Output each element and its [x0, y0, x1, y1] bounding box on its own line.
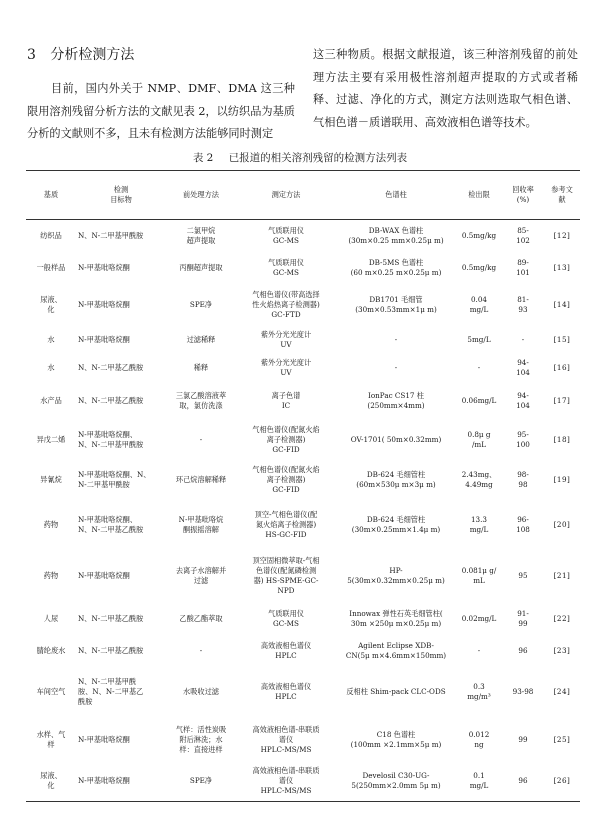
cell-col-lod: 2.43mg、 4.49mg	[461, 469, 497, 489]
table-row	[26, 284, 580, 326]
table-row	[26, 252, 580, 284]
table-row	[26, 382, 580, 420]
cell-col-method: 气相色谱仪(带高选择 性火焰热离子检测器) GC-FTD	[252, 289, 320, 319]
section-heading	[27, 44, 134, 64]
cell-col-column: Innowax 弹性石英毛细管柱( 30m ×250μ m×0.25μ m)	[349, 608, 443, 628]
cell-col-method: 气质联用仪 GC-MS	[268, 257, 304, 277]
cell-col-lod: -	[477, 645, 481, 655]
table-row	[26, 550, 580, 602]
table-row	[26, 420, 580, 460]
cell-col-matrix: 异氰烷	[40, 474, 62, 484]
cell-col-target: N、N-二甲基乙酰胺	[78, 362, 144, 372]
cell-col-target: N、N-二甲基乙酰胺	[78, 395, 144, 405]
cell-col-target: N-甲基吡咯烷酮	[78, 262, 130, 272]
cell-col-target: N、N-二甲基甲酰胺	[78, 230, 144, 240]
table-caption	[0, 150, 600, 165]
cell-col-recovery: 94- 104	[516, 390, 530, 410]
cell-col-pretreatment: 水吸收过滤	[183, 686, 219, 696]
table-row	[26, 718, 580, 762]
cell-col-target: N、N-二甲基乙酰胺	[78, 645, 144, 655]
cell-col-matrix: 尿液、 化	[40, 294, 62, 314]
cell-col-lod: 5mg/L	[467, 334, 491, 344]
cell-col-column: HP- 5(30m×0.32mm×0.25μ m)	[347, 565, 445, 585]
cell-col-target: N-甲基吡咯烷酮、 N、N-二甲基甲酰胺	[78, 429, 144, 449]
methods-table	[26, 170, 580, 802]
cell-col-reference: [22]	[553, 613, 571, 623]
cell-col-reference: [13]	[553, 262, 571, 272]
cell-col-lod: -	[477, 362, 481, 372]
cell-col-recovery: 93-98	[512, 686, 534, 696]
cell-col-lod: 0.02mg/L	[461, 613, 497, 623]
cell-col-matrix: 水样、气 样	[36, 729, 66, 749]
cell-col-reference: [23]	[553, 645, 571, 655]
cell-col-method: 高效液相色谱仪 HPLC	[260, 681, 312, 701]
table-caption-label: 表 2	[192, 152, 214, 164]
cell-col-column: -	[394, 334, 398, 344]
header-col-method: 测定方法	[271, 190, 301, 199]
cell-col-lod: 0.5mg/kg	[461, 262, 497, 272]
cell-col-recovery: 99	[518, 734, 528, 744]
cell-col-method: 离子色谱 IC	[271, 390, 301, 410]
cell-col-pretreatment: 气样：活性炭吸 附后淋洗；水 样：直接进样	[175, 724, 227, 754]
cell-col-lod: 0.06mg/L	[461, 395, 497, 405]
cell-col-matrix: 尿液、 化	[40, 771, 62, 791]
body-paragraph-left: 目前，国内外关于 NMP、DMF、DMA 这三种限用溶剂残留分析方法的文献见表 2，以纺织品为基质分析的文献则不多，且未有检测方法能够同时测定	[27, 82, 295, 140]
cell-col-target: N-甲基吡咯烷酮	[78, 734, 130, 744]
cell-col-recovery: 96	[518, 645, 528, 655]
cell-col-target: N-甲基吡咯烷酮	[78, 334, 130, 344]
cell-col-column: C18 色谱柱 (100mm ×2.1mm×5μ m)	[350, 729, 442, 749]
cell-col-matrix: 水产品	[40, 395, 62, 405]
cell-col-column: -	[394, 362, 398, 372]
cell-col-column: DB1701 毛细管 (30m×0.53mm×1μ m)	[355, 294, 437, 314]
cell-col-lod: 0.04 mg/L	[469, 294, 489, 314]
cell-col-column: DB-624 毛细管柱 (60m×530μ m×3μ m)	[356, 469, 436, 489]
cell-col-reference: [17]	[553, 395, 571, 405]
header-col-recovery: 回收率 (%)	[512, 185, 534, 204]
cell-col-reference: [24]	[553, 686, 571, 696]
cell-col-lod: 0.3 mg/m³	[467, 681, 491, 701]
table-row	[26, 500, 580, 550]
cell-col-recovery: 95	[518, 570, 528, 580]
cell-col-target: N-甲基吡咯烷酮、 N、N-二甲基乙酰胺	[78, 514, 144, 534]
body-paragraph-right: 这三种物质。根据文献报道，该三种溶剂残留的前处理方法主要有采用极性溶剂超声提取的方式或者稀释、过滤、净化的方式，测定方法则选取气相色谱、气相色谱－质谱联用、高效液相色谱等技术。	[313, 48, 578, 129]
cell-col-pretreatment: N-甲基吡咯烷 酮振摇溶解	[178, 514, 224, 534]
cell-col-column: DB-WAX 色谱柱 (30m×0.25 mm×0.25μ m)	[348, 225, 444, 245]
table-caption-text: 已报道的相关溶剂残留的检测方法列表	[228, 152, 408, 164]
cell-col-lod: 0.1 mg/L	[469, 771, 489, 791]
cell-col-pretreatment: -	[199, 434, 203, 444]
cell-col-method: 气相色谱仪(配氮火焰 离子检测器) GC-FID	[252, 424, 320, 454]
cell-col-pretreatment: 稀释	[193, 362, 209, 372]
cell-col-matrix: 异戊二烯	[36, 434, 66, 444]
header-col-pretreatment: 前处理方法	[183, 190, 219, 199]
cell-col-pretreatment: SPE净	[189, 299, 213, 309]
table-body	[26, 220, 580, 802]
cell-col-target: N、N-二甲基乙酰胺	[78, 613, 144, 623]
cell-col-column: DB-624 毛细管柱 (30m×0.25mm×1.4μ m)	[351, 514, 441, 534]
cell-col-matrix: 水	[47, 362, 55, 372]
cell-col-matrix: 水	[47, 334, 55, 344]
cell-col-recovery: 81- 93	[517, 294, 529, 314]
table-row	[26, 326, 580, 354]
cell-col-matrix: 药物	[43, 570, 59, 580]
cell-col-target: N、N-二甲基甲酰 胺、N、N-二甲基乙 酰胺	[78, 676, 144, 706]
cell-col-reference: [18]	[553, 434, 571, 444]
cell-col-pretreatment: SPE净	[189, 776, 213, 786]
cell-col-reference: [20]	[553, 519, 571, 529]
cell-col-pretreatment: 乙酸乙酯萃取	[179, 613, 223, 623]
cell-col-pretreatment: -	[199, 645, 203, 655]
header-col-lod: 检出限	[468, 190, 490, 199]
cell-col-target: N-甲基吡咯烷酮、N、 N-二甲基甲酰胺	[78, 469, 151, 489]
cell-col-target: N-甲基吡咯烷酮	[78, 570, 130, 580]
cell-col-matrix: 人尿	[43, 613, 59, 623]
cell-col-method: 气相色谱仪(配氮火焰 离子检测器) GC-FID	[252, 464, 320, 494]
header-col-column: 色谱柱	[385, 190, 407, 199]
cell-col-reference: [25]	[553, 734, 571, 744]
table-row	[26, 220, 580, 252]
section-number: 3	[27, 47, 36, 63]
table-row	[26, 762, 580, 802]
cell-col-method: 紫外分光光度计 UV	[260, 357, 312, 377]
table-row	[26, 354, 580, 382]
cell-col-target: N-甲基吡咯烷酮	[78, 299, 130, 309]
cell-col-pretreatment: 环己烷溶解稀释	[175, 474, 227, 484]
cell-col-lod: 13.3 mg/L	[469, 514, 489, 534]
cell-col-reference: [12]	[553, 230, 571, 240]
cell-col-reference: [16]	[553, 362, 571, 372]
cell-col-method: 气质联用仪 GC-MS	[268, 608, 304, 628]
cell-col-recovery: 85- 102	[516, 225, 530, 245]
cell-col-reference: [21]	[553, 570, 571, 580]
cell-col-method: 紫外分光光度计 UV	[260, 329, 312, 349]
cell-col-matrix: 腈纶废水	[36, 645, 66, 655]
cell-col-recovery: 96	[518, 776, 528, 786]
cell-col-column: IonPac CS17 柱 (250mm×4mm)	[367, 390, 425, 410]
cell-col-column: Develosil C30-UG- 5(250mm×2.0mm 5μ m)	[351, 771, 441, 791]
cell-col-lod: 0.012 ng	[468, 729, 490, 749]
cell-col-column: 反相柱 Shim-pack CLC-ODS	[346, 686, 446, 696]
cell-col-column: DB-5MS 色谱柱 (60 m×0.25 m×0.25μ m)	[350, 257, 442, 277]
section-title: 分析检测方法	[50, 47, 135, 63]
cell-col-lod: 0.8μ g /mL	[467, 429, 491, 449]
cell-col-recovery: 95- 100	[516, 429, 530, 449]
cell-col-method: 高效液相色谱-串联质 谱仪 HPLC-MS/MS	[252, 766, 320, 796]
cell-col-method: 高效液相色谱-串联质 谱仪 HPLC-MS/MS	[252, 724, 320, 754]
table-row	[26, 460, 580, 500]
cell-col-pretreatment: 二氯甲烷 超声提取	[186, 225, 216, 245]
cell-col-matrix: 车间空气	[36, 686, 66, 696]
cell-col-matrix: 纺织品	[40, 230, 62, 240]
table-row	[26, 636, 580, 666]
cell-col-matrix: 一般样品	[36, 262, 66, 272]
cell-col-lod: 0.081μ g/ mL	[461, 565, 497, 585]
cell-col-recovery: 96- 108	[516, 514, 530, 534]
cell-col-matrix: 药物	[43, 519, 59, 529]
cell-col-pretreatment: 丙酮超声提取	[179, 262, 223, 272]
cell-col-lod: 0.5mg/kg	[461, 230, 497, 240]
cell-col-pretreatment: 过滤稀释	[186, 334, 216, 344]
table-header-row	[26, 171, 580, 220]
cell-col-reference: [14]	[553, 299, 571, 309]
cell-col-pretreatment: 去离子水溶解并 过滤	[175, 565, 227, 585]
cell-col-reference: [19]	[553, 474, 571, 484]
table-row	[26, 602, 580, 636]
header-col-reference: 参考文 献	[551, 185, 573, 204]
header-col-target: 检测 目标物	[110, 185, 132, 204]
cell-col-column: OV-1701( 50m×0.32mm)	[350, 434, 442, 444]
cell-col-reference: [15]	[553, 334, 571, 344]
cell-col-method: 顶空固相微萃取-气相 色谱仪(配氮磷检测 器) HS-SPME-GC- NPD	[252, 555, 320, 595]
cell-col-method: 顶空-气相色谱仪(配 氮火焰离子检测器) HS-GC-FID	[254, 509, 318, 539]
cell-col-reference: [26]	[553, 776, 571, 786]
cell-col-recovery: -	[521, 334, 525, 344]
cell-col-column: Agilent Eclipse XDB- CN(5μ m×4.6mm×150mm)	[345, 640, 447, 660]
cell-col-recovery: 91- 99	[517, 608, 529, 628]
cell-col-recovery: 98- 98	[517, 469, 529, 489]
cell-col-recovery: 94- 104	[516, 357, 530, 377]
cell-col-target: N-甲基吡咯烷酮	[78, 776, 130, 786]
cell-col-method: 高效液相色谱仪 HPLC	[260, 640, 312, 660]
table-row	[26, 666, 580, 718]
cell-col-recovery: 89- 101	[516, 257, 530, 277]
header-col-matrix: 基质	[43, 190, 59, 199]
cell-col-method: 气质联用仪 GC-MS	[268, 225, 304, 245]
cell-col-pretreatment: 三氯乙酸溶液萃 取，氯仿洗涤	[175, 390, 227, 410]
